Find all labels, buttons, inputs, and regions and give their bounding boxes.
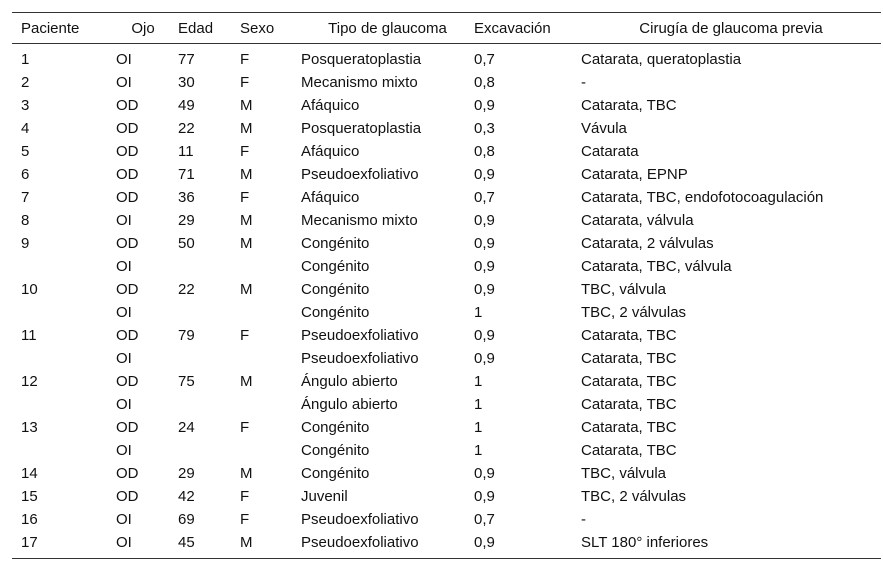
cell-paciente: 14: [21, 465, 38, 482]
cell-tipo-glaucoma: Ángulo abierto: [301, 373, 398, 390]
cell-ojo: OD: [116, 281, 139, 298]
cell-excavacion: 1: [474, 442, 483, 459]
table-row: [12, 209, 881, 232]
cell-sexo: [240, 347, 301, 370]
cell-sexo: [240, 255, 301, 278]
cell-edad: 79: [178, 327, 195, 344]
cell-tipo-glaucoma: Congénito: [301, 419, 370, 436]
cell-tipo-glaucoma: Pseudoexfoliativo: [301, 511, 419, 528]
cell-ojo: OI: [116, 304, 132, 321]
cell-cirugia-previa: Catarata, TBC, endofotocoagulación: [581, 189, 824, 206]
table-row: [12, 232, 881, 255]
cell-sexo: F: [240, 189, 250, 206]
header-cirugia-previa: Cirugía de glaucoma previa: [639, 19, 823, 37]
cell-tipo-glaucoma: Posqueratoplastia: [301, 51, 422, 68]
cell-tipo-glaucoma: Posqueratoplastia: [301, 120, 422, 137]
cell-ojo: OI: [116, 51, 132, 68]
cell-edad: [178, 347, 240, 370]
cell-edad: 69: [178, 511, 195, 528]
table-row: [12, 186, 881, 209]
cell-excavacion: 0,9: [474, 327, 495, 344]
table-row: [12, 531, 881, 559]
cell-edad: 75: [178, 373, 195, 390]
cell-tipo-glaucoma: Pseudoexfoliativo: [301, 327, 419, 344]
cell-excavacion: 0,9: [474, 97, 495, 114]
cell-ojo: OD: [116, 235, 139, 252]
table-body: [12, 44, 881, 559]
header-sexo: Sexo: [240, 19, 275, 37]
cell-tipo-glaucoma: Congénito: [301, 235, 370, 252]
cell-paciente: 13: [21, 419, 38, 436]
cell-edad: 36: [178, 189, 195, 206]
cell-excavacion: 0,9: [474, 212, 495, 229]
table-row: [12, 163, 881, 186]
cell-ojo: OD: [116, 373, 139, 390]
cell-tipo-glaucoma: Mecanismo mixto: [301, 212, 418, 229]
cell-edad: 22: [178, 281, 195, 298]
cell-tipo-glaucoma: Congénito: [301, 442, 370, 459]
cell-paciente: 7: [21, 189, 30, 206]
cell-sexo: F: [240, 327, 250, 344]
cell-excavacion: 1: [474, 396, 483, 413]
cell-cirugia-previa: TBC, 2 válvulas: [581, 488, 687, 505]
cell-ojo: OD: [116, 166, 139, 183]
cell-edad: 49: [178, 97, 195, 114]
cell-cirugia-previa: Catarata, 2 válvulas: [581, 235, 714, 252]
cell-ojo: OD: [116, 488, 139, 505]
cell-ojo: OI: [116, 74, 132, 91]
cell-tipo-glaucoma: Ángulo abierto: [301, 396, 398, 413]
table-header: [12, 13, 881, 44]
table-row: [12, 140, 881, 163]
table-row: [12, 71, 881, 94]
table-row: [12, 439, 881, 462]
cell-sexo: [240, 439, 301, 462]
table-row: [12, 44, 881, 72]
cell-sexo: F: [240, 74, 250, 91]
cell-excavacion: 0,9: [474, 258, 495, 275]
header-row: [12, 13, 881, 44]
header-tipo-glaucoma: Tipo de glaucoma: [328, 19, 447, 37]
cell-excavacion: 0,9: [474, 350, 495, 367]
cell-excavacion: 0,8: [474, 74, 495, 91]
table-row: [12, 485, 881, 508]
cell-excavacion: 0,9: [474, 166, 495, 183]
cell-tipo-glaucoma: Congénito: [301, 258, 370, 275]
table-row: [12, 324, 881, 347]
cell-ojo: OI: [116, 442, 132, 459]
table-row: [12, 94, 881, 117]
cell-excavacion: 1: [474, 304, 483, 321]
cell-paciente: 4: [21, 120, 30, 137]
cell-excavacion: 0,9: [474, 488, 495, 505]
cell-tipo-glaucoma: Congénito: [301, 281, 370, 298]
cell-paciente: [12, 439, 108, 462]
cell-tipo-glaucoma: Afáquico: [301, 143, 360, 160]
cell-sexo: F: [240, 51, 250, 68]
cell-edad: 11: [178, 143, 194, 160]
table-row: [12, 370, 881, 393]
cell-ojo: OI: [116, 350, 132, 367]
cell-sexo: M: [240, 534, 253, 551]
table-row: [12, 393, 881, 416]
cell-paciente: 17: [21, 534, 38, 551]
cell-tipo-glaucoma: Mecanismo mixto: [301, 74, 418, 91]
cell-edad: [178, 439, 240, 462]
cell-excavacion: 0,3: [474, 120, 495, 137]
cell-sexo: M: [240, 281, 253, 298]
cell-sexo: M: [240, 166, 253, 183]
cell-paciente: 15: [21, 488, 38, 505]
cell-cirugia-previa: Catarata: [581, 143, 639, 160]
header-ojo: Ojo: [131, 19, 155, 37]
cell-paciente: [12, 347, 108, 370]
cell-ojo: OD: [116, 419, 139, 436]
cell-edad: 22: [178, 120, 195, 137]
header-paciente: Paciente: [21, 19, 80, 37]
cell-cirugia-previa: TBC, 2 válvulas: [581, 304, 687, 321]
cell-ojo: OD: [116, 120, 139, 137]
cell-cirugia-previa: Catarata, EPNP: [581, 166, 688, 183]
cell-ojo: OI: [116, 396, 132, 413]
glaucoma-table-container: [12, 12, 872, 559]
cell-ojo: OI: [116, 212, 132, 229]
header-edad: Edad: [178, 19, 214, 37]
cell-paciente: 2: [21, 74, 30, 91]
cell-ojo: OD: [116, 189, 139, 206]
header-excavacion: Excavación: [474, 19, 551, 37]
cell-cirugia-previa: Catarata, TBC, válvula: [581, 258, 732, 275]
cell-ojo: OD: [116, 97, 139, 114]
cell-paciente: 16: [21, 511, 38, 528]
cell-paciente: [12, 255, 108, 278]
cell-cirugia-previa: SLT 180° inferiores: [581, 534, 709, 551]
cell-ojo: OI: [116, 511, 132, 528]
cell-paciente: 10: [21, 281, 38, 298]
cell-sexo: M: [240, 212, 253, 229]
cell-tipo-glaucoma: Afáquico: [301, 189, 360, 206]
cell-sexo: F: [240, 511, 250, 528]
cell-cirugia-previa: Catarata, válvula: [581, 212, 694, 229]
table-row: [12, 278, 881, 301]
cell-paciente: 9: [21, 235, 30, 252]
table-row: [12, 301, 881, 324]
cell-edad: 29: [178, 212, 195, 229]
cell-sexo: F: [240, 143, 250, 160]
cell-paciente: 3: [21, 97, 30, 114]
cell-ojo: OD: [116, 143, 139, 160]
cell-edad: 42: [178, 488, 195, 505]
cell-tipo-glaucoma: Afáquico: [301, 97, 360, 114]
cell-edad: [178, 393, 240, 416]
cell-ojo: OI: [116, 258, 132, 275]
cell-paciente: [12, 301, 108, 324]
table-row: [12, 462, 881, 485]
cell-ojo: OD: [116, 327, 139, 344]
cell-sexo: F: [240, 488, 250, 505]
cell-sexo: F: [240, 419, 250, 436]
cell-ojo: OD: [116, 465, 139, 482]
cell-edad: 71: [178, 166, 195, 183]
cell-cirugia-previa: Catarata, TBC: [581, 442, 677, 459]
glaucoma-patients-table: [12, 12, 881, 559]
table-row: [12, 117, 881, 140]
cell-excavacion: 0,9: [474, 281, 495, 298]
cell-tipo-glaucoma: Pseudoexfoliativo: [301, 534, 419, 551]
cell-cirugia-previa: TBC, válvula: [581, 465, 667, 482]
cell-paciente: 12: [21, 373, 38, 390]
table-row: [12, 508, 881, 531]
cell-sexo: [240, 301, 301, 324]
cell-cirugia-previa: Vávula: [581, 120, 627, 137]
cell-sexo: M: [240, 97, 253, 114]
cell-edad: 30: [178, 74, 195, 91]
cell-edad: 29: [178, 465, 195, 482]
cell-paciente: [12, 393, 108, 416]
cell-excavacion: 0,9: [474, 465, 495, 482]
cell-edad: [178, 301, 240, 324]
cell-cirugia-previa: Catarata, TBC: [581, 373, 677, 390]
cell-paciente: 8: [21, 212, 30, 229]
cell-cirugia-previa: Catarata, queratoplastia: [581, 51, 742, 68]
cell-excavacion: 0,8: [474, 143, 495, 160]
cell-tipo-glaucoma: Congénito: [301, 465, 370, 482]
cell-tipo-glaucoma: Congénito: [301, 304, 370, 321]
cell-cirugia-previa: Catarata, TBC: [581, 396, 677, 413]
cell-edad: 77: [178, 51, 195, 68]
cell-edad: 50: [178, 235, 195, 252]
cell-ojo: OI: [116, 534, 132, 551]
cell-cirugia-previa: -: [581, 511, 586, 528]
table-row: [12, 416, 881, 439]
cell-excavacion: 0,9: [474, 235, 495, 252]
cell-excavacion: 1: [474, 419, 483, 436]
cell-sexo: [240, 393, 301, 416]
cell-sexo: M: [240, 120, 253, 137]
cell-cirugia-previa: Catarata, TBC: [581, 327, 677, 344]
table-row: [12, 255, 881, 278]
table-row: [12, 347, 881, 370]
cell-edad: 45: [178, 534, 195, 551]
cell-sexo: M: [240, 373, 253, 390]
cell-cirugia-previa: -: [581, 74, 586, 91]
cell-edad: 24: [178, 419, 195, 436]
cell-paciente: 1: [21, 51, 30, 68]
cell-excavacion: 0,7: [474, 511, 495, 528]
cell-sexo: M: [240, 235, 253, 252]
cell-excavacion: 0,7: [474, 189, 495, 206]
cell-cirugia-previa: TBC, válvula: [581, 281, 667, 298]
cell-paciente: 6: [21, 166, 30, 183]
cell-tipo-glaucoma: Pseudoexfoliativo: [301, 350, 419, 367]
cell-paciente: 5: [21, 143, 30, 160]
cell-cirugia-previa: Catarata, TBC: [581, 419, 677, 436]
cell-excavacion: 0,9: [474, 534, 495, 551]
cell-excavacion: 1: [474, 373, 483, 390]
cell-cirugia-previa: Catarata, TBC: [581, 350, 677, 367]
cell-tipo-glaucoma: Juvenil: [301, 488, 348, 505]
cell-cirugia-previa: Catarata, TBC: [581, 97, 677, 114]
cell-tipo-glaucoma: Pseudoexfoliativo: [301, 166, 419, 183]
cell-excavacion: 0,7: [474, 51, 495, 68]
cell-paciente: 11: [21, 327, 37, 344]
cell-edad: [178, 255, 240, 278]
cell-sexo: M: [240, 465, 253, 482]
